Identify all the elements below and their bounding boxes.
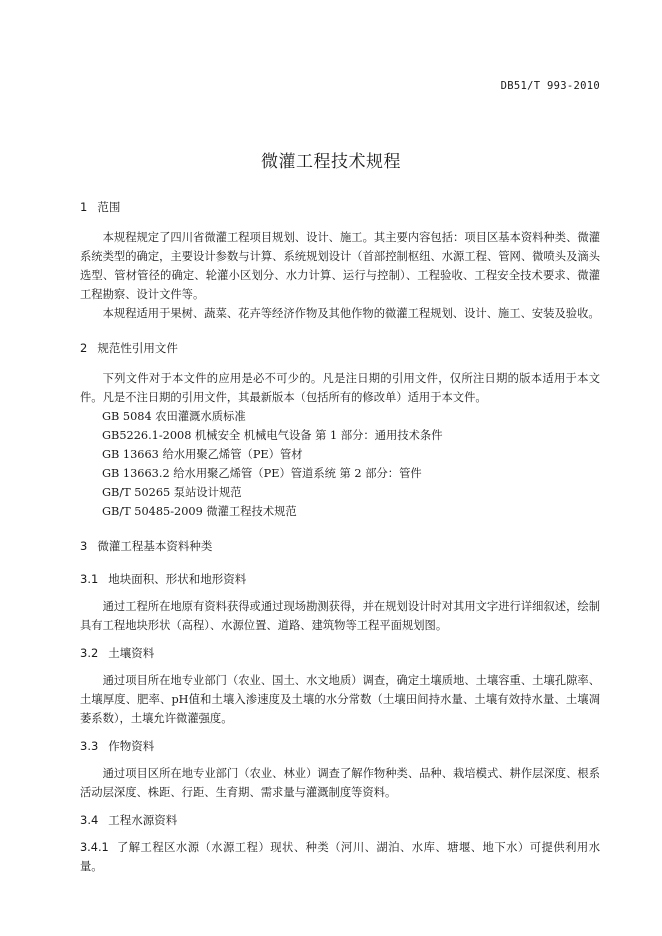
section-title: 工程水源资料	[108, 813, 178, 827]
reference-item: GB5226.1-2008 机械安全 机械电气设备 第 1 部分：通用技术条件	[102, 429, 443, 442]
section-3-3-paragraph: 通过项目区所在地专业部门（农业、林业）调查了解作物种类、品种、栽培模式、耕作层深度、根系活动层深度、株距、行距、生育期、需求量与灌溉制度等资料。	[80, 767, 600, 799]
section-3-1-heading	[80, 571, 600, 587]
section-title: 微灌工程基本资料种类	[97, 539, 213, 553]
document-body	[80, 199, 600, 876]
reference-item: GB/T 50265 泵站设计规范	[102, 486, 242, 499]
section-3-4-heading	[80, 812, 600, 828]
reference-item: GB 5084 农田灌溉水质标准	[102, 410, 246, 423]
section-title: 范围	[97, 200, 121, 214]
section-number: 3	[80, 539, 88, 553]
section-number: 3.2	[80, 646, 99, 660]
section-number: 1	[80, 200, 88, 214]
section-1-paragraph-1: 本规程规定了四川省微灌工程项目规划、设计、施工。其主要内容包括：项目区基本资料种类、微灌系统类型的确定，主要设计参数与计算、系统规划设计（首部控制枢纽、水源工程、管网、微喷头及滴头选型、管材管径的确定、轮灌小区划分、水力计算、运行与控制）、工程验收、工程安全技术要求、微灌工程勘察、设计文件等。	[80, 231, 600, 301]
section-3-4-1-paragraph	[80, 838, 600, 876]
section-1-heading	[80, 199, 600, 215]
section-title: 地块面积、形状和地形资料	[108, 572, 247, 586]
section-title: 规范性引用文件	[97, 341, 178, 355]
section-2-heading	[80, 340, 600, 356]
section-title: 作物资料	[108, 739, 155, 753]
section-number: 3.3	[80, 739, 99, 753]
section-number: 3.1	[80, 572, 99, 586]
section-3-2-paragraph: 通过项目所在地专业部门（农业、国土、水文地质）调查，确定土壤质地、土壤容重、土壤孔隙率、土壤厚度、肥率、pH值和土壤入渗速度及土壤的水分常数（土壤田间持水量、土壤有效持水量、土壤凋萎系数），土壤允许微灌强度。	[80, 674, 600, 725]
section-3-1-paragraph: 通过工程所在地原有资料获得或通过现场勘测获得，并在规划设计时对其用文字进行详细叙述，绘制具有工程地块形状（高程）、水源位置、道路、建筑物等工程平面规划图。	[80, 600, 600, 632]
section-3-2-heading	[80, 645, 600, 661]
reference-item: GB 13663.2 给水用聚乙烯管（PE）管道系统 第 2 部分：管件	[102, 467, 422, 480]
document-title: 微灌工程技术规程	[261, 152, 401, 172]
reference-item: GB/T 50485-2009 微灌工程技术规范	[102, 505, 297, 518]
section-number: 2	[80, 341, 88, 355]
standard-code: DB51/T 993-2010	[500, 80, 600, 92]
section-1-paragraph-2: 本规程适用于果树、蔬菜、花卉等经济作物及其他作物的微灌工程规划、设计、施工、安装及验收。	[102, 307, 600, 320]
section-3-3-heading	[80, 738, 600, 754]
section-title: 土壤资料	[108, 646, 155, 660]
section-number: 3.4	[80, 813, 99, 827]
reference-item: GB 13663 给水用聚乙烯管（PE）管材	[102, 448, 303, 461]
section-3-heading	[80, 538, 600, 554]
clause-text: 了解工程区水源（水源工程）现状、种类（河川、湖泊、水库、塘堰、地下水）可提供利用水量。	[80, 841, 600, 873]
clause-number: 3.4.1	[80, 841, 109, 854]
section-2-intro: 下列文件对于本文件的应用是必不可少的。凡是注日期的引用文件，仅所注日期的版本适用于本文件。凡是不注日期的引用文件，其最新版本（包括所有的修改单）适用于本文件。	[80, 372, 600, 404]
